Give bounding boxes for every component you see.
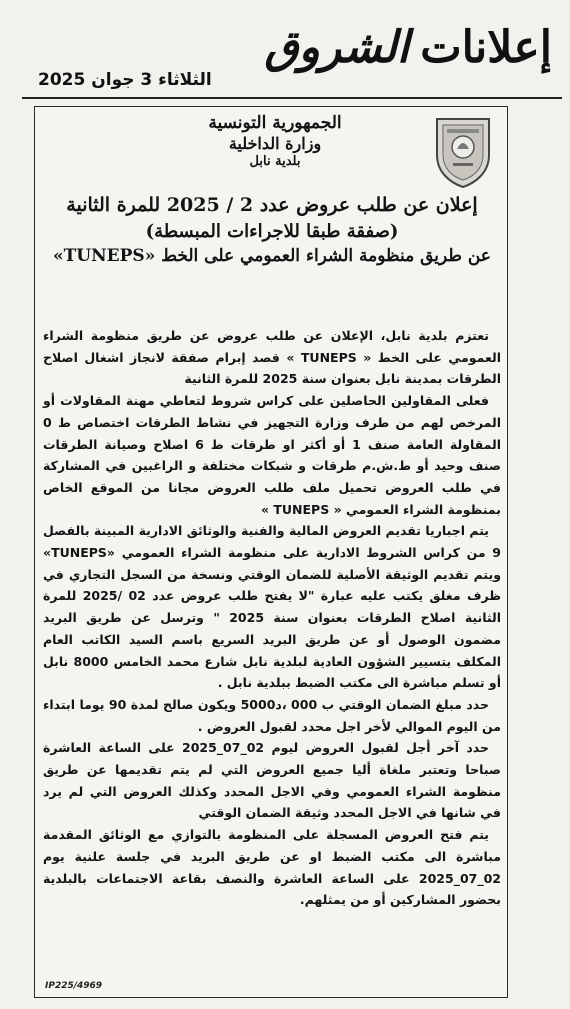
title-line-2: (صفقة طبقا للاجراءات المبسطة)	[145, 220, 399, 242]
issuer-header	[145, 113, 405, 171]
header-rule	[22, 97, 562, 99]
municipality-emblem-icon	[431, 115, 495, 189]
paragraph-eligibility: فعلى المقاولين الحاصلين على كراس شروط لتعاطي مهنة المقاولات أو المرخص لهم من طرف وزارة التجهيز في نشاط الطرقات اختصاص ط 0 المقاولة العامة صنف 1 أو أكثر او طرقات ط 6 اصلاح وصيانة الطرقات صنف وحيد أو ط.ش.م طرقات و شبكات مختلفة و الراغبين في المشاركة في طلب العروض تحميل ملف طلب العروض مجانا من الموقع الخاص بمنظومة الشراء العمومي « TUNEPS »	[43, 393, 502, 517]
masthead-title: إعلانات	[420, 22, 552, 73]
municipality-name: بلدية نابل	[249, 154, 301, 170]
paragraph-opening: يتم فتح العروض المسجلة على المنظومة بالتوازي مع الوثائق المقدمة مباشرة الى مكتب الضبط او عن طريق البريد في جلسة علنية يوم 02_07_2025 على الساعة العاشرة والنصف بقاعة الاجتماعات بالبلدية بحضور المشاركين أو من يمثلهم.	[43, 827, 501, 908]
paragraph-guarantee: حدد مبلغ الضمان الوقتي ب 000 ،د5000 ويكون صالح لمدة 90 يوما ابتداء من اليوم الموالي لأخر اجل محدد لقبول العروض .	[43, 696, 501, 734]
issue-date: الثلاثاء 3 جوان 2025	[38, 70, 212, 90]
tender-notice	[34, 106, 508, 998]
notice-body	[43, 325, 501, 911]
title-line-1: إعلان عن طلب عروض عدد 2 / 2025 للمرة الثانية	[66, 194, 478, 216]
newspaper-header	[0, 0, 570, 100]
newspaper-masthead	[265, 22, 552, 73]
paragraph-intro: تعتزم بلدية نابل، الإعلان عن طلب عروض عن طريق منظومة الشراء العمومي على الخط « TUNEPS » قصد إبرام صفقة لانجاز اشغال اصلاح الطرقات بمدينة نابل بعنوان سنة 2025 للمرة الثانية	[43, 328, 501, 387]
masthead-name: الشروق	[264, 22, 410, 73]
notice-title	[45, 193, 499, 269]
paragraph-submission: يتم اجباريا تقديم العروض المالية والفنية والوثائق الادارية المبينة بالفصل 9 من كراس الشروط الادارية على منظومة الشراء العمومي «TUNEPS» ويتم تقديم الوثيقة الأصلية للضمان الوقتي ونسخة من السجل التجاري في ظرف مغلق يكتب عليه عبارة "لا يفتح طلب عروض عدد 02 /2025 للمرة الثانية اصلاح الطرقات بعنوان سنة 2025 " وترسل عن طريق البريد مضمون الوصول أو عن طريق البريد السريع باسم السيد الكاتب العام المكلف بتسيير الشؤون العادية لبلدية نابل شارع محمد الخامس 8000 نابل أو تسلم مباشرة الى مكتب الضبط ببلدية نابل .	[43, 523, 502, 691]
reference-code: IP225/4969	[45, 981, 103, 991]
country-name: الجمهورية التونسية	[208, 113, 342, 133]
title-line-3: عن طريق منظومة الشراء العمومي على الخط «TUNEPS»	[53, 245, 491, 266]
ministry-name: وزارة الداخلية	[228, 134, 322, 154]
paragraph-deadline: حدد آخر أجل لقبول العروض ليوم 02_07_2025 على الساعة العاشرة صباحا وتعتبر ملغاة أليا جميع العروض التي لم يتم تقديمها عن طريق منظومة الشراء العمومي وفي الاجل المحدد وكذلك العروض التي لم يرد في شانها في الاجل المحدد وثيقة الضمان الوقتي	[43, 740, 501, 821]
